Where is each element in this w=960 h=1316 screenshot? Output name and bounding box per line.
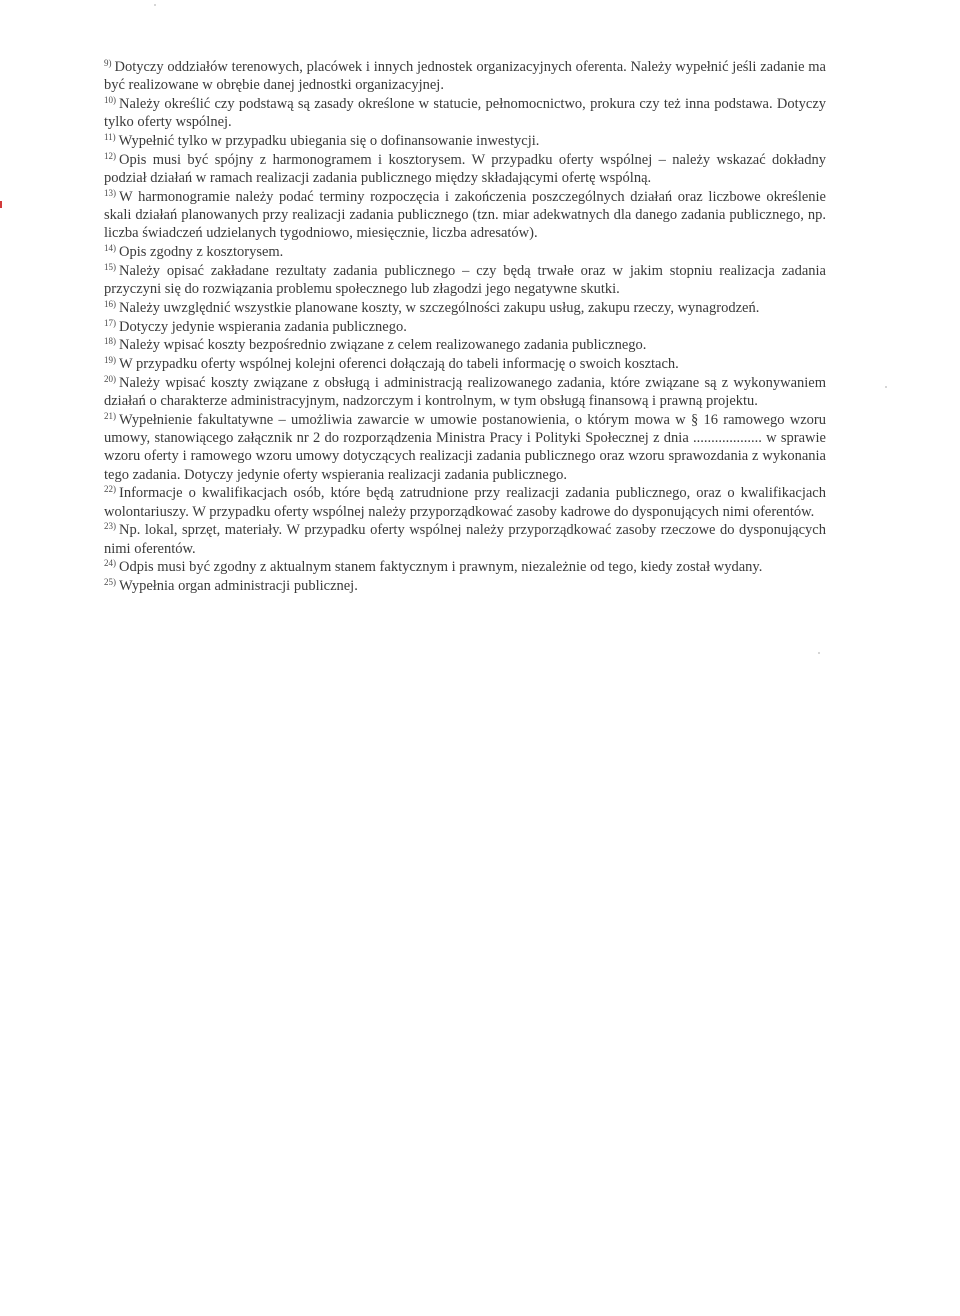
footnote-number: 17) [104, 317, 116, 328]
footnote-text: Np. lokal, sprzęt, materiały. W przypadku oferty wspólnej należy przyporządkować zasoby rzeczowe do dysponujących nimi oferentów. [104, 522, 826, 557]
footnote-text: Wypełnia organ administracji publicznej. [119, 578, 358, 595]
footnote-18 [104, 336, 826, 354]
scan-speck [885, 386, 887, 388]
footnote-9 [104, 58, 826, 94]
footnote-10 [104, 95, 826, 131]
footnote-number: 9) [104, 58, 112, 68]
footnote-text: Wypełnić tylko w przypadku ubiegania się o dofinansowanie inwestycji. [118, 133, 540, 149]
footnote-24 [104, 558, 826, 576]
footnote-text: Należy określić czy podstawą są zasady określone w statucie, pełnomocnictwo, prokura czy też inna podstawa. Dotyczy tylko oferty wspólnej. [104, 96, 826, 131]
footnote-number: 25) [104, 577, 116, 588]
footnote-11 [104, 132, 826, 150]
footnote-text: Należy wpisać koszty bezpośrednio związane z celem realizowanego zadania publicznego. [119, 337, 647, 354]
footnote-number: 11) [104, 132, 116, 142]
scan-speck [154, 4, 156, 6]
footnote-21 [104, 411, 826, 484]
footnote-number: 22) [104, 484, 116, 495]
footnote-number: 21) [104, 410, 116, 421]
footnotes-page [104, 58, 826, 596]
footnote-text: Odpis musi być zgodny z aktualnym stanem faktycznym i prawnym, niezależnie od tego, kiedy został wydany. [119, 559, 763, 576]
footnote-number: 13) [104, 187, 116, 198]
footnote-number: 16) [104, 298, 116, 309]
footnote-text: Wypełnienie fakultatywne – umożliwia zawarcie w umowie postanowienia, o którym mowa w § 16 ramowego wzoru umowy, stanowiącego załącznik nr 2 do rozporządzenia Ministra Pracy i Polityki Społecznej z dnia ................... w sprawie wzoru oferty i ramowego wzoru umowy dotyczących realizacji zadania publicznego oraz wzoru sprawozdania z wykonania tego zadania. Dotyczy jedynie oferty wspierania realizacji zadania publicznego. [104, 411, 826, 483]
footnote-number: 15) [104, 261, 116, 272]
footnote-text: Dotyczy oddziałów terenowych, placówek i innych jednostek organizacyjnych oferenta. Należy wypełnić jeśli zadanie ma być realizowane w obrębie danej jednostki organizacyjnej. [104, 59, 826, 94]
footnote-number: 19) [104, 355, 116, 366]
footnote-number: 12) [104, 150, 116, 161]
footnote-number: 20) [104, 373, 116, 384]
footnote-number: 24) [104, 558, 116, 569]
footnote-12 [104, 151, 826, 187]
footnote-number: 10) [104, 95, 116, 105]
footnote-14 [104, 243, 826, 261]
footnote-13 [104, 188, 826, 243]
footnote-text: W przypadku oferty wspólnej kolejni oferenci dołączają do tabeli informację o swoich kosztach. [119, 356, 679, 373]
footnote-16 [104, 299, 826, 317]
footnote-number: 14) [104, 243, 116, 253]
footnote-number: 18) [104, 336, 116, 347]
footnote-text: Informacje o kwalifikacjach osób, które będą zatrudnione przy realizacji zadania publicznego, oraz o kwalifikacjach wolontariuszy. W przypadku oferty wspólnej należy przyporządkować zasoby kadrowe do dysponujących nimi oferentów. [104, 485, 826, 520]
footnote-25 [104, 577, 826, 595]
footnote-text: Dotyczy jedynie wspierania zadania publicznego. [119, 318, 407, 335]
footnote-text: Opis zgodny z kosztorysem. [119, 244, 284, 260]
footnote-text: Należy wpisać koszty związane z obsługą i administracją realizowanego zadania, które związane są z wykonywaniem działań o charakterze administracyjnym, nadzorczym i kontrolnym, w tym obsługą finansową i prawną projektu. [104, 374, 826, 410]
footnote-text: Opis musi być spójny z harmonogramem i kosztorysem. W przypadku oferty wspólnej – należy wskazać dokładny podział działań w ramach realizacji zadania publicznego między składającymi ofertę wspólną. [104, 151, 826, 186]
footnote-number: 23) [104, 521, 116, 532]
footnote-text: W harmonogramie należy podać terminy rozpoczęcia i zakończenia poszczególnych działań oraz liczbowe określenie skali działań planowanych przy realizacji zadania publicznego (tzn. miar adekwatnych dla danego zadania publicznego, np. liczba świadczeń udzielanych tygodniowo, miesięcznie, liczba adresatów). [104, 188, 826, 242]
footnote-text: Należy uwzględnić wszystkie planowane koszty, w szczególności zakupu usług, zakupu rzeczy, wynagrodzeń. [119, 299, 760, 316]
scan-edge-mark [0, 201, 2, 208]
footnote-17 [104, 318, 826, 336]
footnote-15 [104, 262, 826, 298]
footnote-23 [104, 521, 826, 557]
footnote-22 [104, 484, 826, 520]
footnote-20 [104, 374, 826, 410]
footnote-text: Należy opisać zakładane rezultaty zadania publicznego – czy będą trwałe oraz w jakim stopniu realizacja zadania przyczyni się do rozwiązania problemu społecznego lub złagodzi jego negatywne skutki. [104, 262, 826, 297]
scan-speck [818, 652, 820, 654]
footnote-19 [104, 355, 826, 373]
